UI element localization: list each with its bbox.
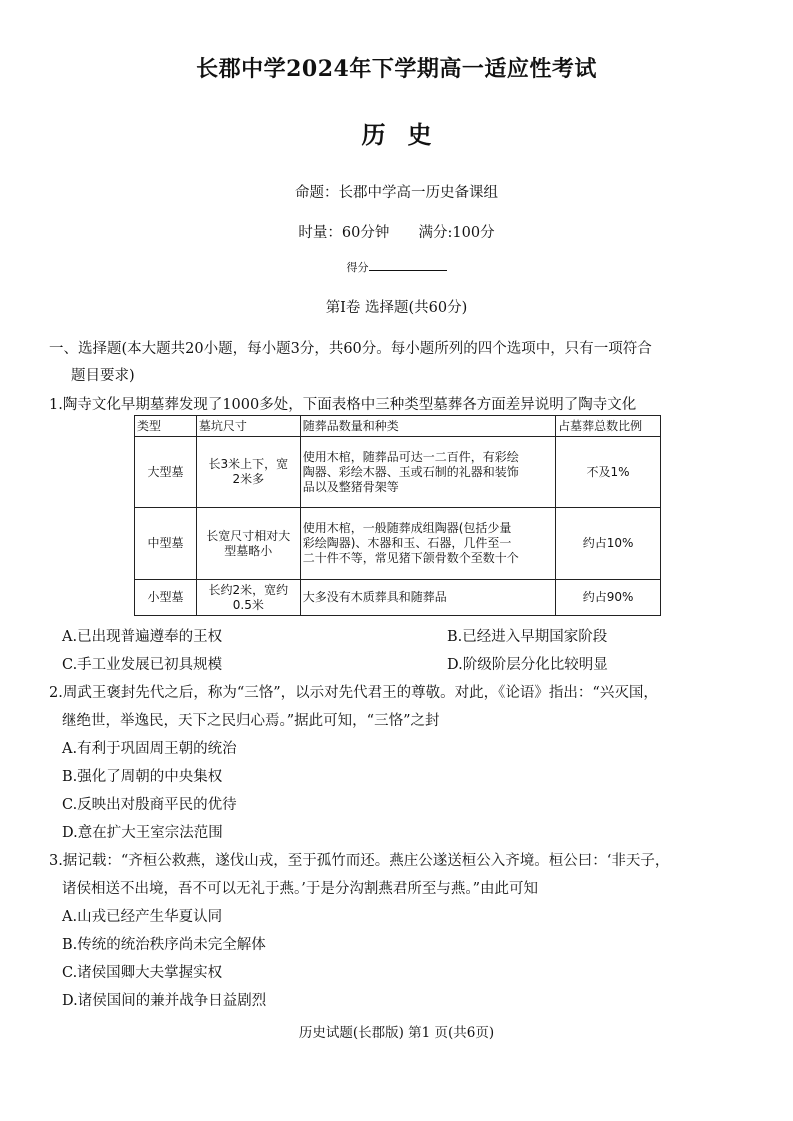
goods-line: 陶器、彩绘木器、玉或石制的礼器和装饰	[302, 464, 519, 479]
q3-option-c[interactable]: C.诸侯国卿大夫掌握实权	[62, 965, 223, 981]
row-goods	[300, 437, 555, 508]
size-line: 型墓略小	[224, 543, 273, 558]
row-size	[196, 508, 300, 580]
q2-option-c[interactable]: C.反映出对殷商平民的优待	[62, 797, 237, 813]
score-blank[interactable]	[369, 258, 447, 271]
goods-line: 使用木棺，一般随葬成组陶器(包括少量	[302, 521, 512, 535]
row-size	[196, 580, 300, 616]
goods-line: 彩绘陶器)、木器和玉、石器，几件至一	[302, 536, 512, 550]
row-ratio: 不及1%	[556, 437, 661, 508]
row-goods	[300, 508, 555, 580]
q2-option-a[interactable]: A.有利于巩固周王朝的统治	[62, 741, 237, 757]
score-line	[0, 258, 793, 275]
tomb-table	[134, 415, 661, 616]
header-goods: 随葬品数量和种类	[300, 416, 555, 437]
size-line: 2米多	[232, 472, 265, 486]
size-line: 0.5米	[232, 597, 264, 612]
q3-stem-line2: 诸侯相送不出境，吾不可以无礼于燕。’于是分沟割燕君所至与燕。”由此可知	[62, 881, 539, 897]
q2-stem-line2: 继绝世，举逸民，天下之民归心焉。”据此可知，“三恪”之封	[62, 713, 440, 729]
table-header-row	[135, 416, 661, 437]
q3-option-d[interactable]: D.诸侯国间的兼并战争日益剧烈	[62, 993, 267, 1009]
author-line: 命题：长郡中学高一历史备课组	[295, 185, 498, 201]
score-label: 得分	[346, 261, 369, 274]
size-line: 长宽尺寸相对大	[206, 528, 291, 543]
goods-line: 品以及整猪骨架等	[302, 479, 399, 494]
instructions-line1: 一、选择题(本大题共20小题，每小题3分，共60分。每小题所列的四个选项中，只有一项符合	[49, 341, 652, 357]
q3-stem-line1: 3.据记载：“齐桓公救燕，遂伐山戎，至于孤竹而还。燕庄公遂送桓公入齐境。桓公曰：‘非天子，	[49, 853, 670, 869]
goods-line: 使用木棺，随葬品可达一二百件，有彩绘	[302, 449, 519, 464]
header-ratio: 占墓葬总数比例	[556, 416, 661, 437]
table-row	[135, 508, 661, 580]
full-score: 满分:100分	[418, 225, 495, 241]
row-goods: 大多没有木质葬具和随葬品	[300, 580, 555, 616]
page-footer: 历史试题(长郡版) 第1 页(共6页)	[298, 1025, 495, 1041]
q2-stem-line1: 2.周武王褒封先代之后，称为“三恪”，以示对先代君王的尊敬。对此，《论语》指出：“兴灭国，	[49, 685, 658, 701]
goods-line: 二十件不等，常见猪下颌骨数个至数十个	[302, 551, 519, 565]
exam-title: 长郡中学2024年下学期高一适应性考试	[196, 56, 597, 82]
q1-stem: 1.陶寺文化早期墓葬发现了1000多处，下面表格中三种类型墓葬各方面差异说明了陶寺文化	[49, 397, 637, 413]
row-type: 中型墓	[135, 508, 197, 580]
row-type: 小型墓	[135, 580, 197, 616]
q1-option-d[interactable]: D.阶级阶层分化比较明显	[447, 657, 608, 673]
q2-option-b[interactable]: B.强化了周朝的中央集权	[62, 769, 223, 785]
q1-option-b[interactable]: B.已经进入早期国家阶段	[447, 629, 608, 645]
q3-option-b[interactable]: B.传统的统治秩序尚未完全解体	[62, 937, 266, 953]
q1-option-c[interactable]: C.手工业发展已初具规模	[62, 657, 223, 673]
q2-option-d[interactable]: D.意在扩大王室宗法范围	[62, 825, 223, 841]
q1-option-a[interactable]: A.已出现普遍遵奉的王权	[62, 629, 223, 645]
time-score-line	[0, 221, 793, 242]
header-size: 墓坑尺寸	[196, 416, 300, 437]
time-limit: 时量：60分钟	[298, 225, 390, 241]
table-row	[135, 580, 661, 616]
section-title: 第Ⅰ卷 选择题(共60分)	[325, 300, 468, 316]
subject-title: 历史	[361, 120, 454, 149]
q3-option-a[interactable]: A.山戎已经产生华夏认同	[62, 909, 223, 925]
row-size	[196, 437, 300, 508]
instructions-line2: 题目要求)	[71, 368, 135, 384]
size-line: 长3米上下，宽	[208, 457, 289, 471]
size-line: 长约2米，宽约	[208, 582, 289, 597]
row-ratio: 约占90%	[556, 580, 661, 616]
row-ratio: 约占10%	[556, 508, 661, 580]
table-row	[135, 437, 661, 508]
header-type: 类型	[135, 416, 197, 437]
row-type: 大型墓	[135, 437, 197, 508]
